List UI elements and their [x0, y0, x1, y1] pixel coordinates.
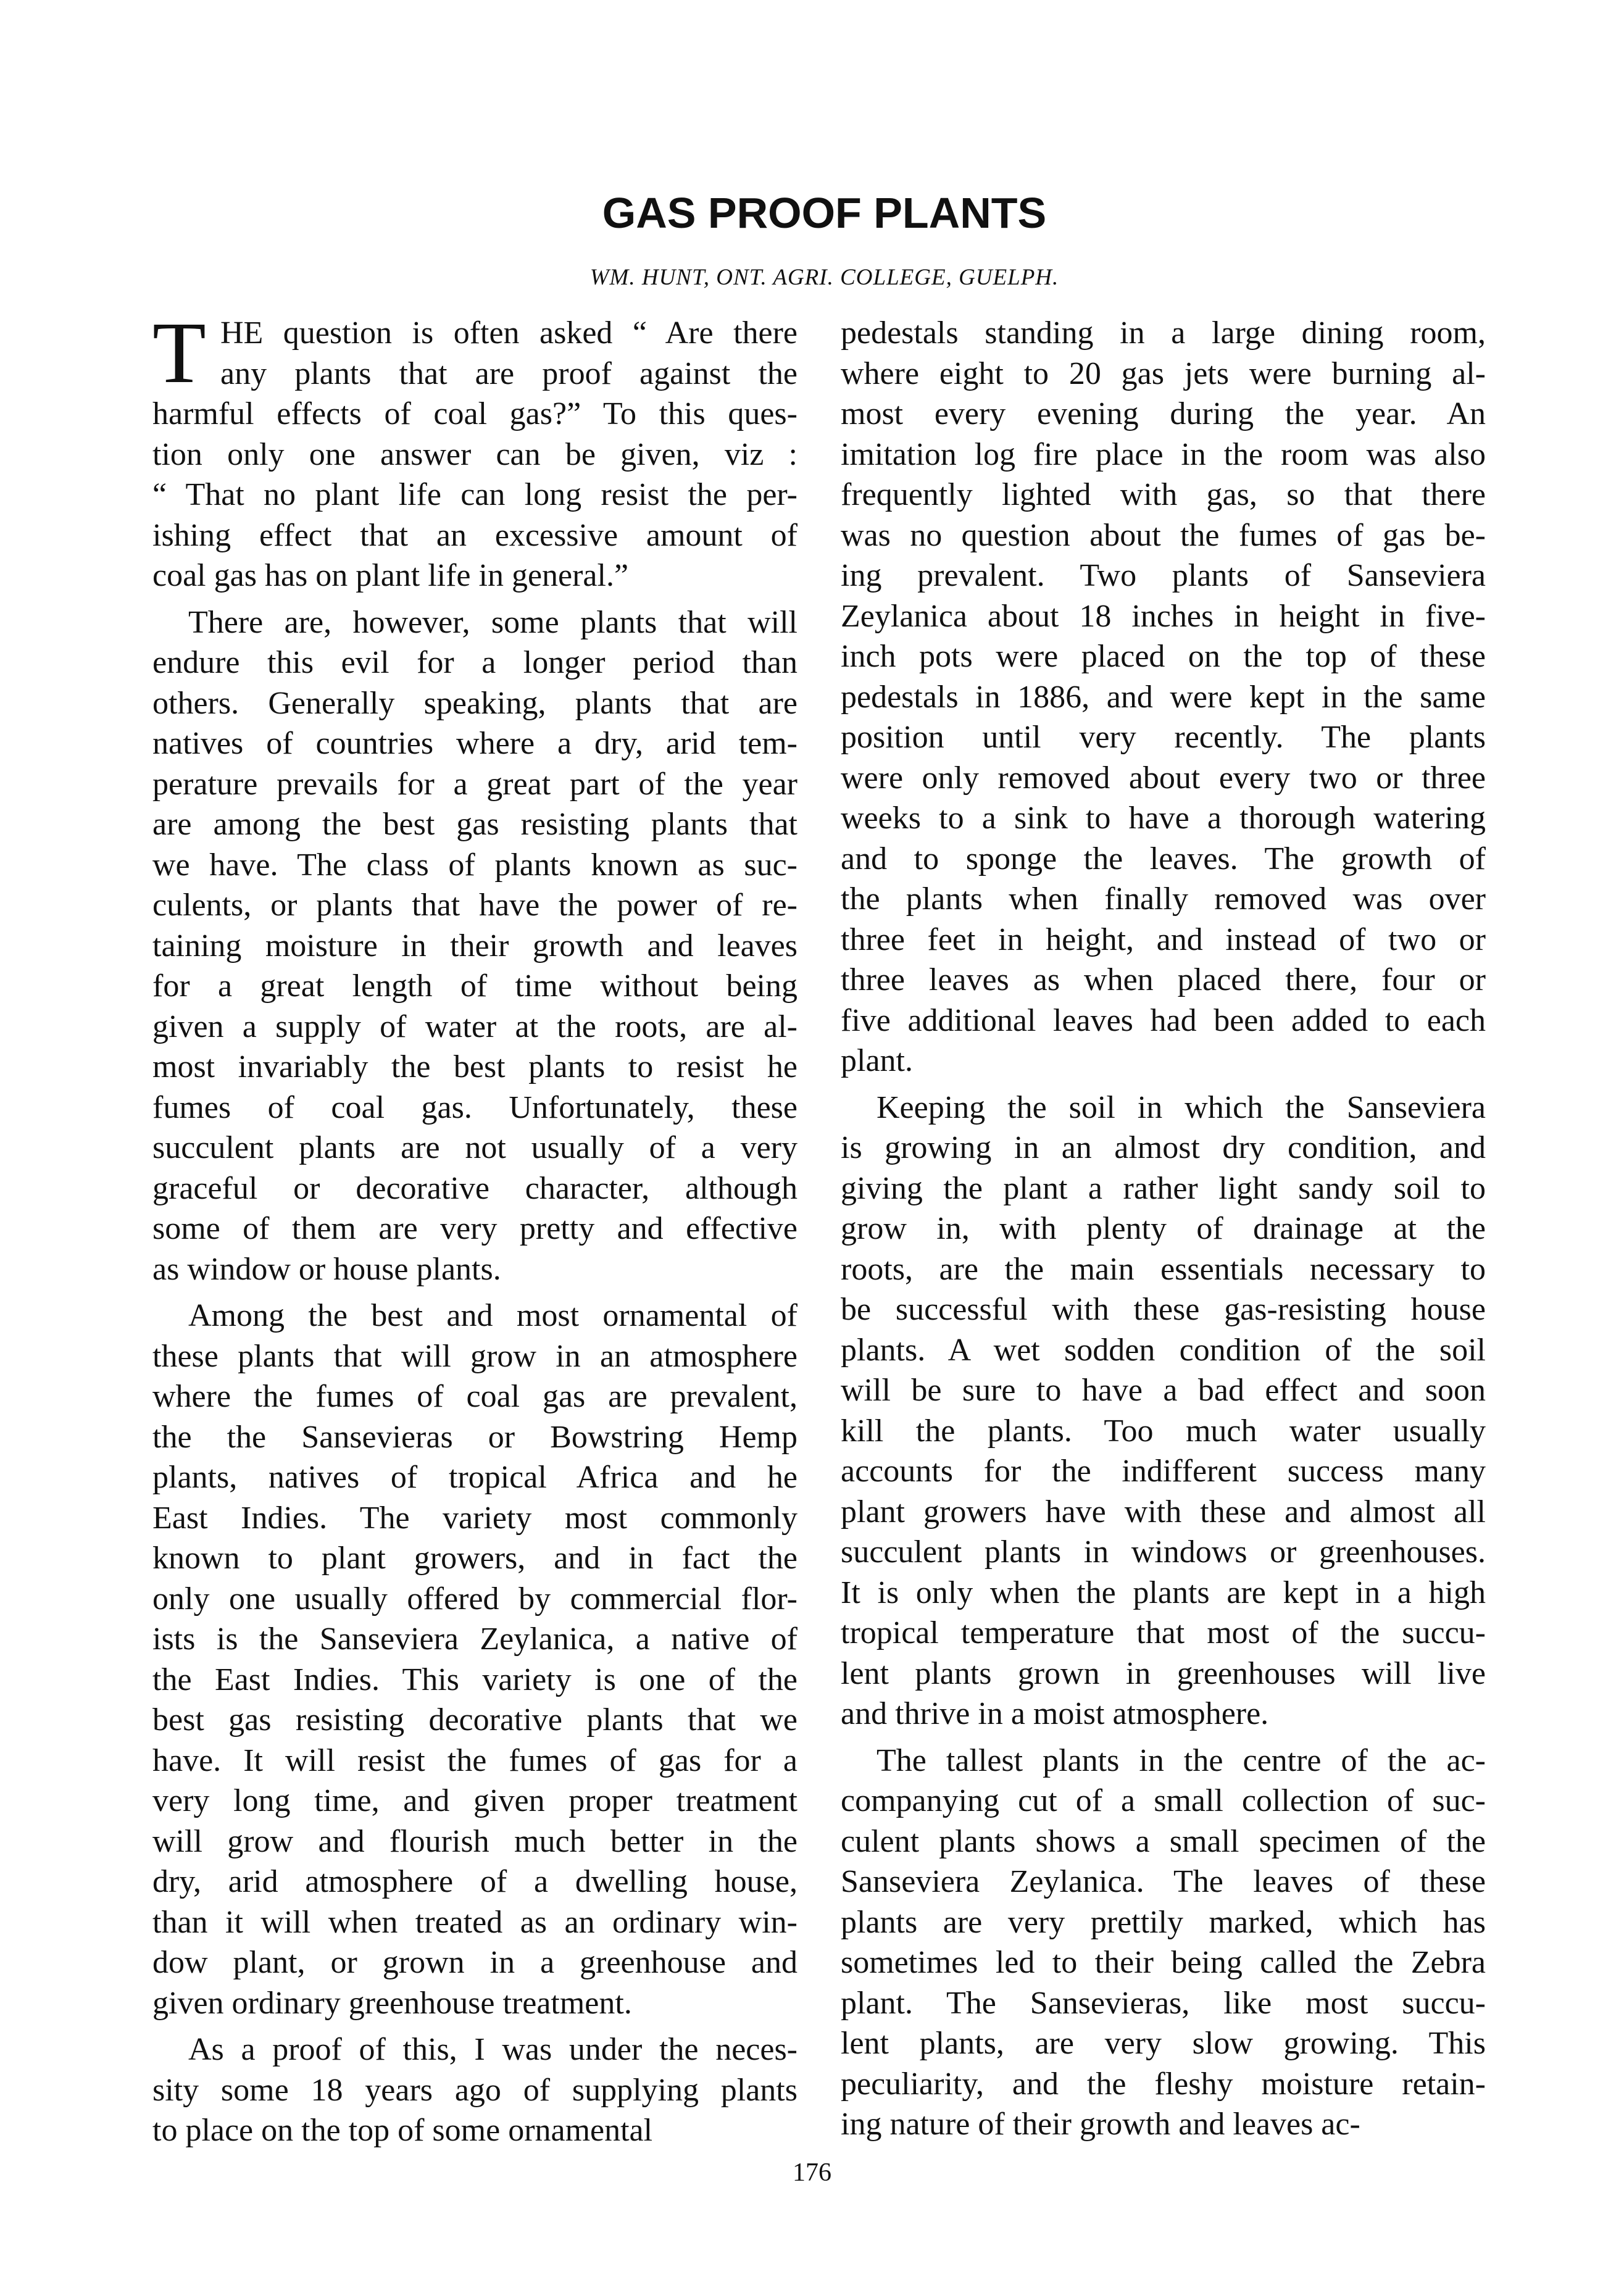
paragraph — [841, 313, 1486, 1081]
text-line: Among the best and most ornamental of — [188, 1298, 797, 1333]
text-line: will be sure to have a bad effect and soon — [841, 1373, 1486, 1408]
text-line: are among the best gas resisting plants that — [152, 807, 797, 842]
text-line: culent plants shows a small specimen of the — [841, 1823, 1486, 1859]
text-line: most invariably the best plants to resist he — [152, 1049, 797, 1084]
text-line: plant. — [841, 1043, 913, 1078]
text-line: the East Indies. This variety is one of the — [152, 1662, 797, 1697]
text-line: plant growers have with these and almost all — [841, 1494, 1486, 1530]
text-line: frequently lighted with gas, so that there — [841, 477, 1486, 512]
text-line: and to sponge the leaves. The growth of — [841, 841, 1486, 876]
text-line: peculiarity, and the fleshy moisture retain- — [841, 2066, 1486, 2102]
text-line: lent plants grown in greenhouses will live — [841, 1655, 1486, 1691]
text-line: were only removed about every two or three — [841, 760, 1486, 796]
text-line: dry, arid atmosphere of a dwelling house, — [152, 1864, 797, 1899]
text-line: will grow and flourish much better in the — [152, 1823, 797, 1859]
text-line: dow plant, or grown in a greenhouse and — [152, 1945, 797, 1980]
text-line: where the fumes of coal gas are prevalent, — [152, 1379, 797, 1414]
text-line: tropical temperature that most of the succu- — [841, 1615, 1486, 1650]
text-line: HE question is often asked “ Are there — [220, 315, 797, 351]
text-line: the plants when finally removed was over — [841, 881, 1486, 917]
text-line: The tallest plants in the centre of the ac- — [877, 1742, 1486, 1778]
text-line: East Indies. The variety most commonly — [152, 1500, 797, 1536]
article-title: GAS PROOF PLANTS — [602, 189, 1047, 237]
text-line: Zeylanica about 18 inches in height in five- — [841, 598, 1486, 634]
text-line: three feet in height, and instead of two or — [841, 922, 1486, 957]
text-line: sometimes led to their being called the Zebra — [841, 1945, 1486, 1980]
text-line: others. Generally speaking, plants that are — [152, 685, 797, 721]
text-line: some of them are very pretty and effective — [152, 1211, 797, 1246]
text-line: harmful effects of coal gas?” To this ques- — [152, 396, 797, 431]
text-line: these plants that will grow in an atmosphere — [152, 1338, 797, 1374]
page-number: 176 — [793, 2158, 831, 2187]
text-line: we have. The class of plants known as suc- — [152, 847, 797, 883]
text-line: any plants that are proof against the — [220, 356, 797, 391]
text-line: three leaves as when placed there, four or — [841, 962, 1486, 997]
text-line: where eight to 20 gas jets were burning al- — [841, 356, 1486, 391]
text-line: be successful with these gas-resisting house — [841, 1292, 1486, 1327]
text-line: very long time, and given proper treatment — [152, 1783, 797, 1818]
text-line: accounts for the indifferent success many — [841, 1454, 1486, 1489]
text-line: as window or house plants. — [152, 1251, 501, 1287]
text-line: succulent plants are not usually of a very — [152, 1130, 797, 1165]
text-line: tion only one answer can be given, viz : — [152, 436, 797, 472]
paragraph — [152, 1296, 797, 2023]
paragraph — [152, 2029, 797, 2151]
text-line: companying cut of a small collection of suc- — [841, 1783, 1486, 1818]
drop-cap: T — [152, 313, 206, 392]
text-line: known to plant growers, and in fact the — [152, 1541, 797, 1576]
text-line: giving the plant a rather light sandy soil to — [841, 1170, 1486, 1206]
text-line: given a supply of water at the roots, are al- — [152, 1009, 797, 1044]
article-byline: WM. HUNT, ONT. AGRI. COLLEGE, GUELPH. — [589, 265, 1059, 290]
text-line: for a great length of time without being — [152, 968, 797, 1004]
text-line: ists is the Sanseviera Zeylanica, a native of — [152, 1621, 797, 1657]
text-line: ishing effect that an excessive amount of — [152, 517, 797, 553]
text-line: fumes of coal gas. Unfortunately, these — [152, 1089, 797, 1125]
text-line: endure this evil for a longer period than — [152, 645, 797, 680]
text-line: best gas resisting decorative plants that we — [152, 1702, 797, 1738]
text-line: given ordinary greenhouse treatment. — [152, 1985, 632, 2021]
text-line: pedestals in 1886, and were kept in the same — [841, 679, 1486, 715]
text-line: plants, natives of tropical Africa and he — [152, 1460, 797, 1495]
text-line: plant. The Sansevieras, like most succu- — [841, 1985, 1486, 2021]
text-line: roots, are the main essentials necessary to — [841, 1251, 1486, 1287]
text-line: It is only when the plants are kept in a high — [841, 1575, 1486, 1610]
text-line: is growing in an almost dry condition, and — [841, 1130, 1486, 1165]
text-line: sity some 18 years ago of supplying plants — [152, 2072, 797, 2108]
text-line: perature prevails for a great part of the year — [152, 766, 797, 802]
text-line: plants are very prettily marked, which has — [841, 1904, 1486, 1940]
text-line: plants. A wet sodden condition of the soil — [841, 1332, 1486, 1368]
text-line: inch pots were placed on the top of these — [841, 639, 1486, 674]
text-line: grow in, with plenty of drainage at the — [841, 1211, 1486, 1246]
text-line: to place on the top of some ornamental — [152, 2113, 653, 2148]
text-line: Keeping the soil in which the Sanseviera — [877, 1089, 1486, 1125]
text-line: than it will when treated as an ordinary win- — [152, 1904, 797, 1940]
text-line: “ That no plant life can long resist the per- — [152, 477, 797, 512]
text-line: culents, or plants that have the power of re- — [152, 888, 797, 923]
text-line: five additional leaves had been added to each — [841, 1002, 1486, 1038]
text-line: succulent plants in windows or greenhouses. — [841, 1534, 1486, 1570]
paragraph — [841, 1741, 1486, 2145]
text-line: ing nature of their growth and leaves ac- — [841, 2107, 1360, 2142]
paragraph — [841, 1088, 1486, 1734]
paragraph — [152, 602, 797, 1290]
text-line: natives of countries where a dry, arid tem- — [152, 726, 797, 761]
text-line: graceful or decorative character, although — [152, 1170, 797, 1206]
text-line: Sanseviera Zeylanica. The leaves of these — [841, 1864, 1486, 1899]
text-line: coal gas has on plant life in general.” — [152, 558, 629, 593]
text-line: the the Sansevieras or Bowstring Hemp — [152, 1419, 797, 1455]
text-column-right — [841, 313, 1486, 2151]
text-column-left — [152, 313, 797, 2157]
text-line: most every evening during the year. An — [841, 396, 1486, 431]
paragraph — [152, 313, 797, 596]
text-line: imitation log fire place in the room was also — [841, 436, 1486, 472]
text-line: lent plants, are very slow growing. This — [841, 2026, 1486, 2061]
text-line: taining moisture in their growth and leaves — [152, 928, 797, 964]
text-line: As a proof of this, I was under the neces- — [188, 2032, 797, 2067]
text-line: kill the plants. Too much water usually — [841, 1413, 1486, 1449]
text-line: have. It will resist the fumes of gas for a — [152, 1742, 797, 1778]
text-line: ing prevalent. Two plants of Sanseviera — [841, 558, 1486, 593]
text-line: There are, however, some plants that will — [188, 604, 797, 640]
text-line: pedestals standing in a large dining room, — [841, 315, 1486, 351]
text-line: was no question about the fumes of gas be- — [841, 517, 1486, 553]
text-line: weeks to a sink to have a thorough watering — [841, 801, 1486, 836]
text-line: only one usually offered by commercial flor- — [152, 1581, 797, 1617]
text-line: position until very recently. The plants — [841, 720, 1486, 755]
text-line: and thrive in a moist atmosphere. — [841, 1696, 1269, 1731]
